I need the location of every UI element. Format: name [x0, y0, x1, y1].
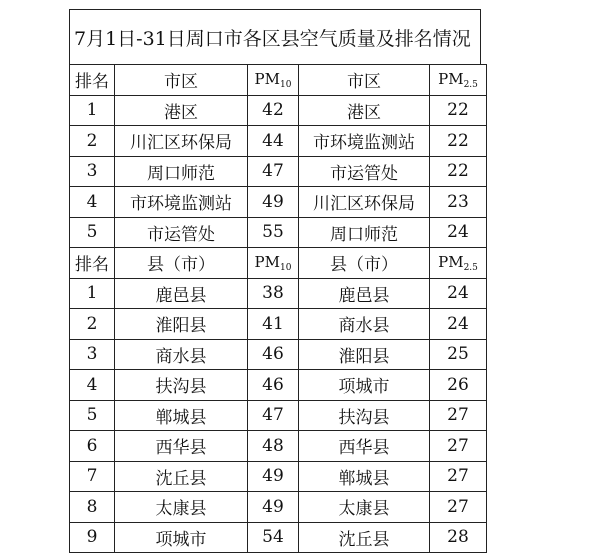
pm25-value-cell: 27 [430, 431, 487, 462]
pm10-station-cell: 港区 [115, 95, 248, 126]
pm10-value-cell: 48 [248, 431, 299, 462]
table-row [70, 522, 487, 553]
pm10-value-cell: 49 [248, 492, 299, 523]
pm25-value-cell: 26 [430, 370, 487, 401]
header-pm10 [248, 248, 299, 279]
pm10-value-cell: 47 [248, 156, 299, 187]
pm10-value-cell: 46 [248, 339, 299, 370]
pm10-value-cell: 44 [248, 126, 299, 157]
rank-cell: 3 [70, 339, 115, 370]
rank-cell: 1 [70, 278, 115, 309]
header-row [70, 248, 487, 279]
table-row [70, 400, 487, 431]
pm10-subscript: 10 [280, 79, 292, 90]
rank-cell: 4 [70, 187, 115, 218]
table-row [70, 309, 487, 340]
pm25-value-cell: 28 [430, 522, 487, 553]
pm10-subscript: 10 [280, 262, 292, 273]
pm25-value-cell: 27 [430, 492, 487, 523]
header-pm25 [430, 248, 487, 279]
rank-cell: 1 [70, 95, 115, 126]
rank-cell: 4 [70, 370, 115, 401]
table-row [70, 492, 487, 523]
pm10-station-cell: 沈丘县 [115, 461, 248, 492]
table-row [70, 339, 487, 370]
pm10-station-cell: 扶沟县 [115, 370, 248, 401]
pm10-station-cell: 太康县 [115, 492, 248, 523]
pm25-station-cell: 西华县 [299, 431, 430, 462]
pm25-subscript: 2.5 [463, 79, 478, 90]
table-row [70, 370, 487, 401]
pm10-label: PM [254, 252, 280, 271]
pm10-value-cell: 55 [248, 217, 299, 248]
rank-cell: 8 [70, 492, 115, 523]
pm25-label: PM [438, 69, 464, 88]
pm10-label: PM [254, 69, 280, 88]
pm10-station-cell: 市环境监测站 [115, 187, 248, 218]
pm25-station-cell: 周口师范 [299, 217, 430, 248]
pm25-station-cell: 市运管处 [299, 156, 430, 187]
pm10-station-cell: 郸城县 [115, 400, 248, 431]
table-row [70, 278, 487, 309]
pm25-station-cell: 市环境监测站 [299, 126, 430, 157]
rank-cell: 9 [70, 522, 115, 553]
pm25-value-cell: 22 [430, 156, 487, 187]
table-row [70, 461, 487, 492]
pm10-station-cell: 鹿邑县 [115, 278, 248, 309]
header-name-pm10: 县（市） [115, 248, 248, 279]
header-pm25 [430, 65, 487, 96]
header-rank: 排名 [70, 248, 115, 279]
pm25-station-cell: 项城市 [299, 370, 430, 401]
header-pm10 [248, 65, 299, 96]
table-row [70, 187, 487, 218]
pm10-station-cell: 西华县 [115, 431, 248, 462]
pm25-station-cell: 扶沟县 [299, 400, 430, 431]
pm25-station-cell: 商水县 [299, 309, 430, 340]
pm25-value-cell: 24 [430, 278, 487, 309]
pm10-station-cell: 商水县 [115, 339, 248, 370]
rank-cell: 2 [70, 309, 115, 340]
header-name-pm10: 市区 [115, 65, 248, 96]
header-rank: 排名 [70, 65, 115, 96]
pm25-station-cell: 沈丘县 [299, 522, 430, 553]
pm10-value-cell: 49 [248, 187, 299, 218]
pm10-station-cell: 周口师范 [115, 156, 248, 187]
pm25-station-cell: 淮阳县 [299, 339, 430, 370]
table-row [70, 126, 487, 157]
pm10-station-cell: 市运管处 [115, 217, 248, 248]
pm10-station-cell: 项城市 [115, 522, 248, 553]
rank-cell: 2 [70, 126, 115, 157]
document-title: 7月1日-31日周口市各区县空气质量及排名情况 [69, 9, 481, 64]
pm25-value-cell: 22 [430, 95, 487, 126]
pm10-value-cell: 41 [248, 309, 299, 340]
ranking-table [69, 64, 487, 553]
table-row [70, 431, 487, 462]
pm25-value-cell: 27 [430, 461, 487, 492]
pm25-label: PM [438, 252, 464, 271]
rank-cell: 7 [70, 461, 115, 492]
pm10-value-cell: 54 [248, 522, 299, 553]
pm25-value-cell: 23 [430, 187, 487, 218]
air-quality-document [69, 9, 481, 553]
pm10-value-cell: 47 [248, 400, 299, 431]
header-row [70, 65, 487, 96]
pm10-station-cell: 淮阳县 [115, 309, 248, 340]
table-row [70, 217, 487, 248]
pm25-station-cell: 川汇区环保局 [299, 187, 430, 218]
table-row [70, 95, 487, 126]
rank-cell: 6 [70, 431, 115, 462]
pm10-value-cell: 46 [248, 370, 299, 401]
header-name-pm25: 市区 [299, 65, 430, 96]
table-row [70, 156, 487, 187]
pm25-station-cell: 鹿邑县 [299, 278, 430, 309]
pm25-station-cell: 港区 [299, 95, 430, 126]
pm25-value-cell: 22 [430, 126, 487, 157]
pm25-station-cell: 郸城县 [299, 461, 430, 492]
pm25-value-cell: 27 [430, 400, 487, 431]
rank-cell: 5 [70, 217, 115, 248]
ranking-table-body [70, 65, 487, 553]
pm25-station-cell: 太康县 [299, 492, 430, 523]
rank-cell: 3 [70, 156, 115, 187]
pm25-value-cell: 25 [430, 339, 487, 370]
pm10-station-cell: 川汇区环保局 [115, 126, 248, 157]
header-name-pm25: 县（市） [299, 248, 430, 279]
rank-cell: 5 [70, 400, 115, 431]
pm10-value-cell: 49 [248, 461, 299, 492]
pm10-value-cell: 42 [248, 95, 299, 126]
pm25-value-cell: 24 [430, 217, 487, 248]
pm25-subscript: 2.5 [463, 262, 478, 273]
pm10-value-cell: 38 [248, 278, 299, 309]
pm25-value-cell: 24 [430, 309, 487, 340]
